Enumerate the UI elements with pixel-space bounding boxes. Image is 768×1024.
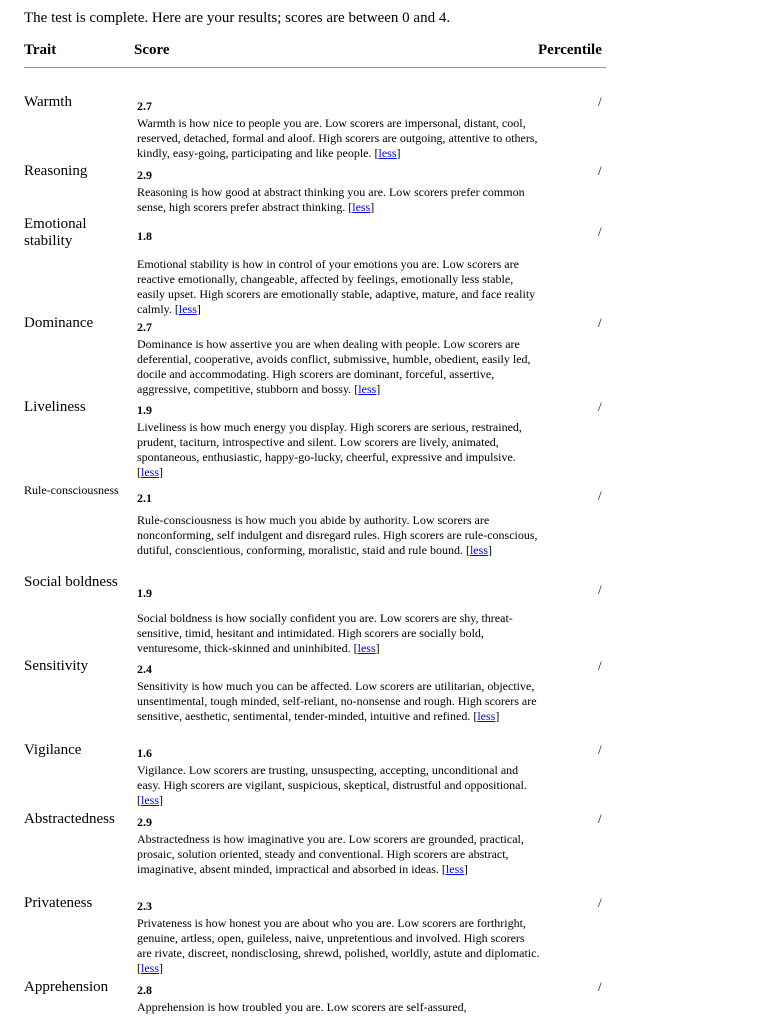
trait-name: Sensitivity bbox=[24, 658, 89, 674]
trait-description: Social boldness is how socially confident you are. Low scorers are shy, threat-sensitive, timid, hesitant and intimidated. High scorers are socially bold, venturesome, thick-skinned and uninhibited. [less] bbox=[137, 611, 513, 655]
trait-name: Emotional stability bbox=[24, 216, 87, 249]
score-value: 2.7 bbox=[137, 99, 152, 113]
trait-description: Abstractedness is how imaginative you are. Low scorers are grounded, practical, prosaic, solution oriented, steady and conventional. High scorers are abstract, imaginative, absent minded, impractical and absorbed in ideas. [less] bbox=[137, 832, 524, 876]
percentile-value: / bbox=[598, 399, 602, 414]
score-cell bbox=[137, 746, 542, 808]
trait-name: Liveliness bbox=[24, 399, 86, 415]
trait-name: Abstractedness bbox=[24, 811, 115, 827]
trait-description: Sensitivity is how much you can be affected. Low scorers are utilitarian, objective, unsentimental, tough minded, self-reliant, no-nonsense and rough. High scorers are sensitive, aesthetic, sentimental, tender-minded, intuitive and refined. [less] bbox=[137, 679, 537, 723]
intro-text: The test is complete. Here are your results; scores are between 0 and 4. bbox=[24, 10, 451, 26]
score-cell bbox=[137, 229, 542, 317]
score-cell bbox=[137, 99, 542, 161]
trait-description: Warmth is how nice to people you are. Low scorers are impersonal, distant, cool, reserved, detached, formal and aloof. High scorers are outgoing, attentive to others, kindly, easy-going, participating and like people. [less] bbox=[137, 116, 538, 160]
percentile-value: / bbox=[598, 315, 602, 330]
less-link[interactable]: less bbox=[357, 641, 376, 655]
percentile-value: / bbox=[598, 94, 602, 109]
less-link[interactable]: less bbox=[469, 543, 488, 557]
less-link[interactable]: less bbox=[141, 465, 159, 479]
percentile-value: / bbox=[598, 224, 602, 239]
trait-name: Vigilance bbox=[24, 742, 82, 758]
score-cell bbox=[137, 815, 542, 877]
percentile-value: / bbox=[598, 979, 602, 994]
less-link[interactable]: less bbox=[352, 200, 371, 214]
score-value: 1.9 bbox=[137, 586, 152, 600]
score-cell bbox=[137, 491, 542, 558]
header-percentile: Percentile bbox=[538, 42, 602, 58]
trait-description: Liveliness is how much energy you display. High scorers are serious, restrained, prudent, taciturn, introspective and silent. Low scorers are lively, animated, spontaneous, enthusiastic, happy-go-lucky, cheerful, expressive and impulsive. [less] bbox=[137, 420, 522, 479]
less-link[interactable]: less bbox=[141, 961, 159, 975]
trait-name: Rule-consciousness bbox=[24, 483, 119, 497]
score-value: 1.6 bbox=[137, 746, 152, 760]
score-cell bbox=[137, 662, 542, 724]
percentile-value: / bbox=[598, 582, 602, 597]
score-value: 1.9 bbox=[137, 403, 152, 417]
score-value: 2.4 bbox=[137, 662, 152, 676]
score-value: 2.9 bbox=[137, 168, 152, 182]
score-cell bbox=[137, 168, 542, 215]
percentile-value: / bbox=[598, 895, 602, 910]
trait-description: Reasoning is how good at abstract thinking you are. Low scorers prefer common sense, high scorers prefer abstract thinking. [less] bbox=[137, 185, 525, 214]
score-cell bbox=[137, 403, 542, 480]
less-link[interactable]: less bbox=[141, 793, 159, 807]
percentile-value: / bbox=[598, 163, 602, 178]
score-value: 2.9 bbox=[137, 815, 152, 829]
score-value: 2.3 bbox=[137, 899, 152, 913]
trait-name: Privateness bbox=[24, 895, 93, 911]
header-trait: Trait bbox=[24, 42, 57, 58]
trait-name: Apprehension bbox=[24, 979, 109, 995]
less-link[interactable]: less bbox=[378, 146, 397, 160]
percentile-value: / bbox=[598, 742, 602, 757]
score-cell bbox=[137, 983, 542, 1015]
less-link[interactable]: less bbox=[178, 302, 197, 316]
score-value: 2.1 bbox=[137, 491, 152, 505]
trait-description: Dominance is how assertive you are when dealing with people. Low scorers are deferential, cooperative, avoids conflict, submissive, humble, obedient, easily led, docile and accommodating. High scorers are dominant, forceful, assertive, aggressive, competitive, stubborn and bossy. [less] bbox=[137, 337, 531, 396]
less-link[interactable]: less bbox=[477, 709, 496, 723]
score-cell bbox=[137, 899, 542, 976]
trait-name: Social boldness bbox=[24, 574, 118, 590]
less-link[interactable]: less bbox=[358, 382, 377, 396]
trait-description: Vigilance. Low scorers are trusting, unsuspecting, accepting, unconditional and easy. High scorers are vigilant, suspicious, skeptical, distrustful and oppositional. [less] bbox=[137, 763, 527, 807]
trait-name: Dominance bbox=[24, 315, 94, 331]
trait-name: Warmth bbox=[24, 94, 72, 110]
score-cell bbox=[137, 320, 542, 397]
trait-description: Rule-consciousness is how much you abide by authority. Low scorers are nonconforming, self indulgent and disregard rules. High scorers are rule-conscious, dutiful, conscientious, conforming, moralistic, staid and rule bound. [less] bbox=[137, 513, 538, 557]
score-cell bbox=[137, 586, 542, 656]
percentile-value: / bbox=[598, 658, 602, 673]
trait-description: Privateness is how honest you are about who you are. Low scorers are forthright, genuine, artless, open, guileless, naive, unpretentious and involved. High scorers are rivate, discreet, nondisclosing, shrewd, polished, worldly, astute and diplomatic. [less] bbox=[137, 916, 540, 975]
percentile-value: / bbox=[598, 811, 602, 826]
header-score: Score bbox=[134, 42, 170, 58]
score-value: 2.7 bbox=[137, 320, 152, 334]
less-link[interactable]: less bbox=[445, 862, 464, 876]
trait-name: Reasoning bbox=[24, 163, 88, 179]
score-value: 2.8 bbox=[137, 983, 152, 997]
trait-description: Emotional stability is how in control of your emotions you are. Low scorers are reactive emotionally, changeable, affected by feelings, emotionally less stable, easily upset. High scorers are emotionally stable, adaptive, mature, and face reality calmly. [less] bbox=[137, 257, 536, 316]
trait-description: Apprehension is how troubled you are. Low scorers are self-assured, bbox=[137, 1000, 467, 1014]
percentile-value: / bbox=[598, 488, 602, 503]
score-value: 1.8 bbox=[137, 229, 152, 243]
